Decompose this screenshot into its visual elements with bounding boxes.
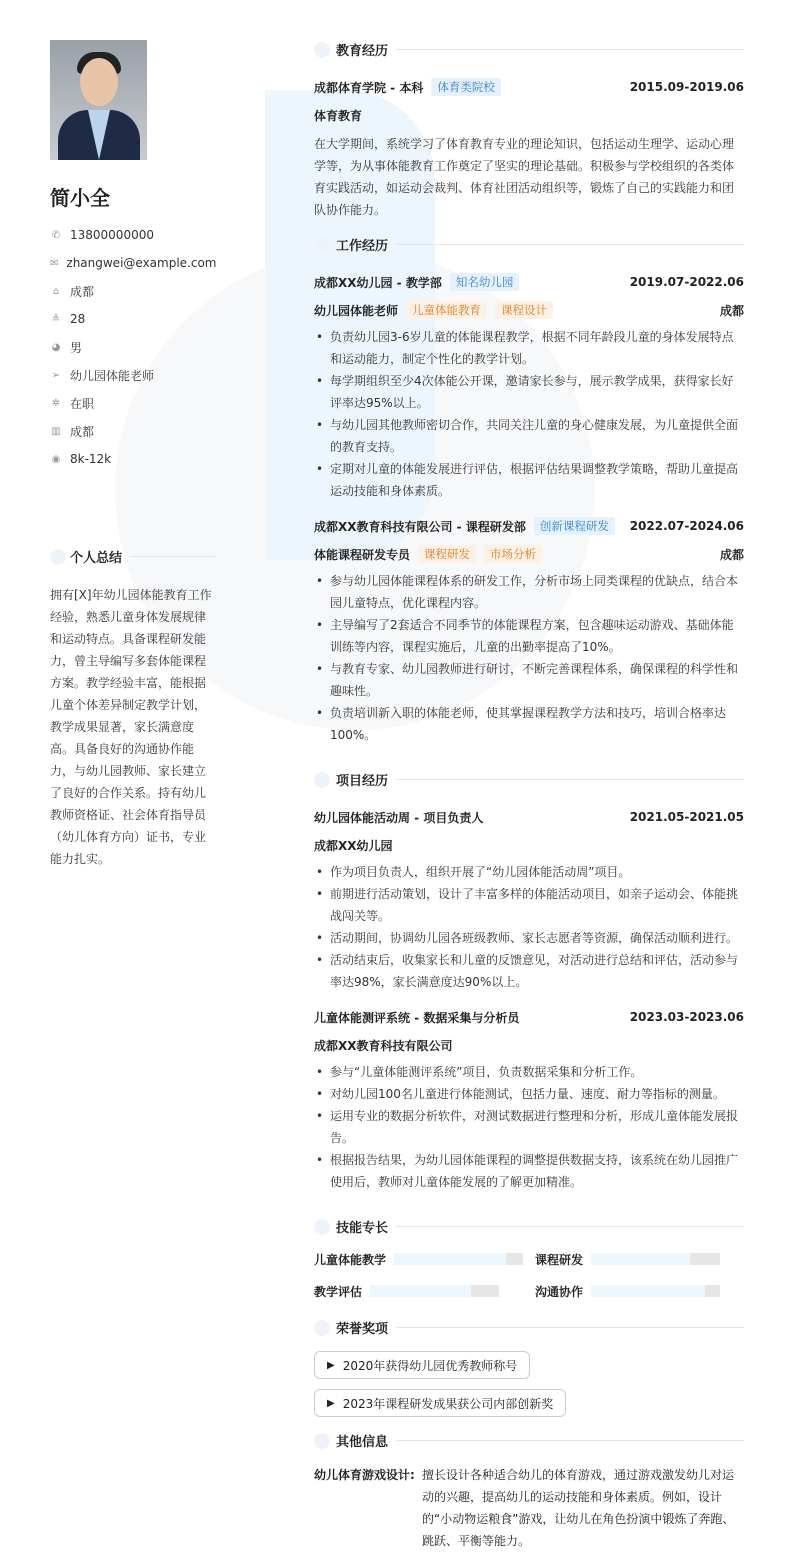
project-bullet: • 运用专业的数据分析软件，对测试数据进行整理和分析，形成儿童体能发展报告。	[314, 1105, 744, 1149]
section-dot-icon	[314, 42, 330, 58]
project-bullet: • 作为项目负责人，组织开展了“幼儿园体能活动周”项目。	[314, 861, 744, 883]
send-icon: ➢	[51, 369, 61, 381]
avatar	[50, 40, 147, 160]
other-label: 幼儿体育游戏设计:	[314, 1468, 415, 1482]
work-city: 成都	[719, 303, 744, 318]
skill-tag: 课程研发	[418, 545, 476, 563]
work-bullet: • 与教育专家、幼儿园教师进行研讨，不断完善课程体系，确保课程的科学性和趣味性。	[314, 658, 744, 702]
section-dot-icon	[50, 549, 66, 565]
section-title: 其他信息	[336, 1435, 389, 1450]
section-dot-icon	[314, 1219, 330, 1235]
skill-level-fill	[394, 1253, 506, 1265]
project-entry	[314, 1003, 744, 1193]
section-title: 荣誉奖项	[336, 1322, 389, 1337]
section-header-awards	[314, 1318, 744, 1337]
info-item	[50, 277, 215, 305]
candidate-name: 简小全	[50, 186, 110, 210]
info-value: 在职	[70, 396, 95, 411]
project-date: 2021.05-2021.05	[629, 810, 744, 824]
home-icon: ⌂	[52, 285, 60, 297]
skill-item	[535, 1250, 744, 1268]
work-entry	[314, 512, 744, 746]
company-name: 成都XX幼儿园 - 教学部	[314, 275, 442, 290]
award-item[interactable]	[314, 1389, 566, 1417]
project-bullet: • 前期进行活动策划，设计了丰富多样的体能活动项目，如亲子运动会、体能挑战闯关等。	[314, 883, 744, 927]
info-item	[50, 445, 215, 473]
company-name: 成都XX教育科技有限公司 - 课程研发部	[314, 519, 526, 534]
section-dot-icon	[314, 1320, 330, 1336]
skill-tag: 儿童体能教育	[406, 301, 487, 319]
info-value: 成都	[70, 424, 95, 439]
info-value: 男	[70, 340, 83, 355]
project-org: 成都XX教育科技有限公司	[314, 1038, 453, 1053]
skill-level-bar	[591, 1285, 720, 1297]
project-bullet: • 对幼儿园100名儿童进行体能测试，包括力量、速度、耐力等指标的测量。	[314, 1083, 744, 1105]
section-header-projects	[314, 770, 744, 789]
info-item	[50, 361, 215, 389]
work-bullet: • 定期对儿童的体能发展进行评估，根据评估结果调整教学策略，帮助儿童提高运动技能和身体素质。	[314, 458, 744, 502]
section-title: 工作经历	[336, 239, 389, 254]
skill-level-bar	[394, 1253, 523, 1265]
section-header-work	[314, 235, 744, 254]
info-value: 13800000000	[70, 228, 154, 242]
work-date: 2022.07-2024.06	[629, 519, 744, 533]
major: 体育教育	[314, 108, 363, 123]
gender-icon: ◕	[51, 341, 61, 353]
project-name: 儿童体能测评系统 - 数据采集与分析员	[314, 1010, 520, 1025]
project-name: 幼儿园体能活动周 - 项目负责人	[314, 810, 484, 825]
building-icon: ▥	[51, 425, 61, 437]
section-title: 教育经历	[336, 44, 389, 59]
info-item	[50, 249, 215, 277]
job-role: 体能课程研发专员	[314, 547, 411, 562]
info-item	[50, 305, 215, 333]
work-entry	[314, 268, 744, 502]
section-title: 技能专长	[336, 1221, 389, 1236]
work-bullet: • 每学期组织至少4次体能公开课，邀请家长参与，展示教学成果，获得家长好评率达95%以上。	[314, 370, 744, 414]
summary-text: 拥有[X]年幼儿园体能教育工作经验，熟悉儿童身体发展规律和运动特点。具备课程研发能力，曾主导编写多套体能课程方案。教学经验丰富，能根据儿童个体差异制定教学计划，教学成果显著，家长满意度高。具备良好的沟通协作能力，与幼儿园教师、家长建立了良好的合作关系。持有幼儿教师资格证、社会体育指导员（幼儿体育方向）证书，专业能力扎实。	[50, 588, 212, 866]
phone-icon: ✆	[51, 229, 61, 241]
info-value: 8k-12k	[70, 452, 112, 466]
section-header-other	[314, 1431, 744, 1450]
skill-item	[314, 1282, 535, 1300]
cake-icon: ≜	[51, 313, 61, 325]
section-dot-icon	[314, 772, 330, 788]
education-date: 2015.09-2019.06	[629, 80, 744, 94]
work-city: 成都	[719, 547, 744, 562]
info-value: 成都	[70, 284, 95, 299]
info-item	[50, 221, 215, 249]
skill-level-fill	[591, 1253, 690, 1265]
award-item[interactable]	[314, 1351, 530, 1379]
project-bullet: • 根据报告结果，为幼儿园体能课程的调整提供数据支持，该系统在幼儿园推广使用后，教师对儿童体能发展的了解更加精准。	[314, 1149, 744, 1193]
work-bullet: • 主导编写了2套适合不同季节的体能课程方案，包含趣味运动游戏、基础体能训练等内容，课程实施后，儿童的出勤率提高了10%。	[314, 614, 744, 658]
section-dot-icon	[314, 1433, 330, 1449]
main-content	[314, 40, 744, 1552]
skill-level-fill	[370, 1285, 471, 1297]
work-bullet: • 负责培训新入职的体能老师，使其掌握课程教学方法和技巧，培训合格率达100%。	[314, 702, 744, 746]
info-item	[50, 333, 215, 361]
job-role: 幼儿园体能老师	[314, 303, 399, 318]
section-title: 个人总结	[70, 551, 123, 566]
work-date: 2019.07-2022.06	[629, 275, 744, 289]
school-name: 成都体育学院 - 本科	[314, 80, 424, 95]
company-tag: 知名幼儿园	[450, 273, 520, 291]
section-title: 项目经历	[336, 774, 389, 789]
work-bullet: • 参与幼儿园体能课程体系的研发工作，分析市场上同类课程的优缺点，结合本园儿童特点，优化课程内容。	[314, 570, 744, 614]
skill-item	[314, 1250, 535, 1268]
section-header-skills	[314, 1217, 744, 1236]
skill-name: 教学评估	[314, 1284, 363, 1299]
award-text: 2020年获得幼儿园优秀教师称号	[342, 1358, 518, 1373]
sidebar	[50, 40, 215, 870]
info-value: zhangwei@example.com	[66, 256, 217, 270]
project-date: 2023.03-2023.06	[629, 1010, 744, 1024]
skill-name: 沟通协作	[535, 1284, 584, 1299]
triangle-right-icon: ▶	[327, 1359, 335, 1371]
school-tag: 体育类院校	[431, 78, 501, 96]
other-text: 擅长设计各种适合幼儿的体育游戏，通过游戏激发幼儿对运动的兴趣，提高幼儿的运动技能和身体素质。例如，设计的“小动物运粮食”游戏，让幼儿在角色扮演中锻炼了奔跑、跳跃、平衡等能力。	[422, 1468, 735, 1548]
project-entry	[314, 803, 744, 993]
info-item	[50, 389, 215, 417]
skill-item	[535, 1282, 744, 1300]
work-bullet: • 与幼儿园其他教师密切合作，共同关注儿童的身心健康发展，为儿童提供全面的教育支持。	[314, 414, 744, 458]
skill-level-bar	[370, 1285, 499, 1297]
status-icon: ✲	[51, 397, 61, 409]
project-bullet: • 活动结束后，收集家长和儿童的反馈意见，对活动进行总结和评估，活动参与率达98%，家长满意度达90%以上。	[314, 949, 744, 993]
skill-tag: 课程设计	[495, 301, 553, 319]
info-value: 幼儿园体能老师	[70, 368, 155, 383]
salary-icon: ◉	[51, 453, 61, 465]
education-description: 在大学期间，系统学习了体育教育专业的理论知识，包括运动生理学、运动心理学等，为从事体能教育工作奠定了坚实的理论基础。积极参与学校组织的各类体育实践活动，如运动会裁判、体育社团活动组织等，锻炼了自己的实践能力和团队协作能力。	[314, 137, 735, 217]
section-dot-icon	[314, 237, 330, 253]
info-value: 28	[70, 312, 86, 326]
section-header-education	[314, 40, 744, 59]
skill-name: 儿童体能教学	[314, 1252, 387, 1267]
section-header-summary	[50, 547, 215, 566]
project-bullet: • 活动期间，协调幼儿园各班级教师、家长志愿者等资源，确保活动顺利进行。	[314, 927, 744, 949]
skill-level-fill	[591, 1285, 705, 1297]
company-tag: 创新课程研发	[534, 517, 615, 535]
skill-tag: 市场分析	[484, 545, 542, 563]
project-bullet: • 参与“儿童体能测评系统”项目，负责数据采集和分析工作。	[314, 1061, 744, 1083]
mail-icon: ✉	[50, 257, 59, 269]
skill-level-bar	[591, 1253, 720, 1265]
award-text: 2023年课程研发成果获公司内部创新奖	[342, 1396, 554, 1411]
work-bullet: • 负责幼儿园3-6岁儿童的体能课程教学，根据不同年龄段儿童的身体发展特点和运动能力，制定个性化的教学计划。	[314, 326, 744, 370]
project-org: 成都XX幼儿园	[314, 838, 393, 853]
info-item	[50, 417, 215, 445]
triangle-right-icon: ▶	[327, 1397, 335, 1409]
skill-name: 课程研发	[535, 1252, 584, 1267]
